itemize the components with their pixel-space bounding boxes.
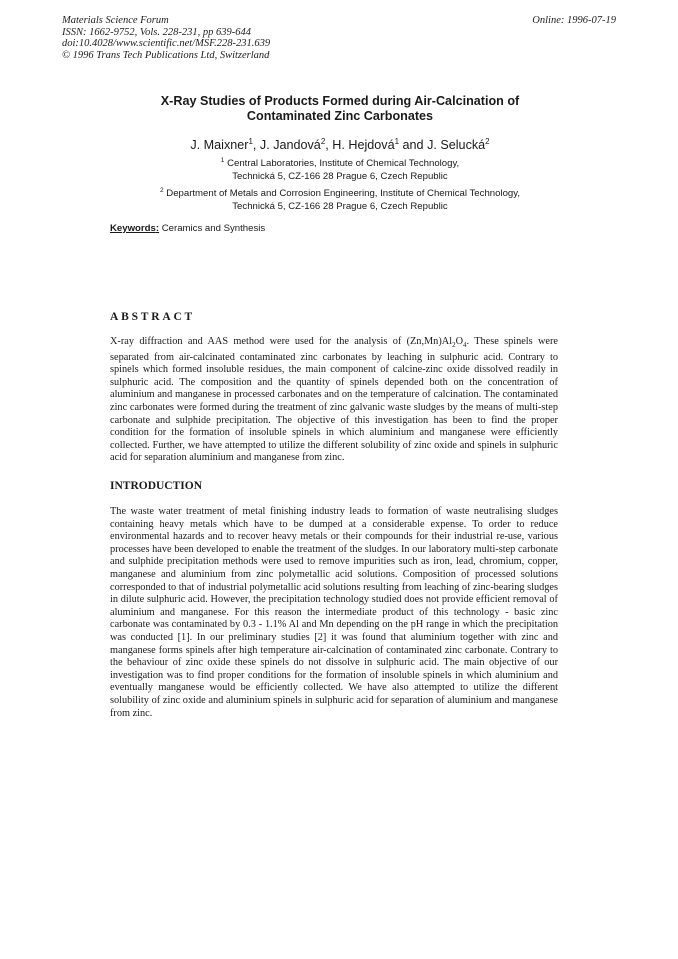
author-affiliation-mark: 2 <box>485 137 490 146</box>
online-date: Online: 1996-07-19 <box>532 15 616 26</box>
formula-subscript: 4 <box>463 341 467 350</box>
author-affiliation-mark: 1 <box>248 137 253 146</box>
title-line-1: X-Ray Studies of Products Formed during Air-Calcination of <box>160 94 520 108</box>
author-separator: , <box>325 138 333 153</box>
abstract-text-post: . These spinels were separated from air-calcinated contaminated zinc carbonates by leaching in sulphuric acid. Contrary to spinels which formed insoluble residues, the main component of calcine-zinc oxide dissolved readily in sulphuric acid. The composition and the quantity of spinels depended both on the concentration of aluminium and manganese in processed carbonates and on the temperature of calcination. The contaminated zinc carbonates were formed during the treatment of zinc galvanic waste sludges by the means of multi-step carbonate and sulphide precipitation. The objective of this investigation has been to find the proper condition for the formation of insoluble spinels in which aluminium and manganese were efficiently collected. Further, we have attempted to utilize the different solubility of zinc oxide and spinels in sulphuric acid for separation aluminium and manganese from zinc. <box>110 336 558 464</box>
affiliation-2 <box>100 185 580 213</box>
doi-line: doi:10.4028/www.scientific.net/MSF.228-231.639 <box>62 38 271 49</box>
affiliation-mark: 1 <box>220 157 225 164</box>
introduction-heading: INTRODUCTION <box>110 480 203 492</box>
author-list <box>110 134 570 153</box>
author-name: J. Maixner <box>190 138 249 153</box>
author-affiliation-mark: 1 <box>394 137 400 146</box>
paper-title <box>110 94 570 124</box>
issn-line: ISSN: 1662-9752, Vols. 228-231, pp 639-644 <box>62 26 251 38</box>
affiliation-line-2: Technická 5, CZ-166 28 Prague 6, Czech Republic <box>232 170 448 182</box>
keywords-colon: : <box>155 223 160 234</box>
author-name: J. Selucká <box>427 138 486 153</box>
author-affiliation-mark: 2 <box>320 137 326 146</box>
keywords-value: Ceramics and Synthesis <box>161 223 266 234</box>
author-name: J. Jandová <box>259 138 321 153</box>
abstract-text-pre: X-ray diffraction and AAS method were used for the analysis of (Zn,Mn)Al <box>110 336 453 347</box>
journal-name: Materials Science Forum <box>62 15 169 26</box>
author-separator: , <box>252 138 260 153</box>
affiliation-line-1: Central Laboratories, Institute of Chemical Technology, <box>227 158 460 170</box>
keywords <box>110 223 265 234</box>
formula-subscript: 2 <box>452 341 456 350</box>
copyright-line: © 1996 Trans Tech Publications Ltd, Switzerland <box>62 49 270 61</box>
publication-metadata <box>62 15 270 61</box>
affiliation-line-1: Department of Metals and Corrosion Engineering, Institute of Chemical Technology, <box>166 188 521 200</box>
affiliation-line-2: Technická 5, CZ-166 28 Prague 6, Czech Republic <box>232 200 448 212</box>
introduction-text: The waste water treatment of metal finishing industry leads to formation of waste neutralising sludges containing heavy metals which have to be dumped at a considerable expense. To order to reduce environmental hazards and to recover heavy metals or their compounds for their industrial re-use, various processes have been developed to enable the treatment of the sludges. In our laboratory multi-step carbonate and sulphide precipitation methods were used to remove impurities such as iron, lead, chromium, copper, manganese and aluminium from zinc polymetallic acid solutions. Composition of processed solutions corresponded to that of industrial polymetallic acid solutions resulting from leaching of zinc-bearing sludges in dilute sulphuric acid. However, the precipitation technology studied does not provide efficient removal of aluminium and manganese. For this reason the intermediate product of this technology - basic zinc carbonate was contaminated by 0.3 - 1.1% Al and Mn depending on the pH range in which the precipitation was conducted [1]. In our preliminary studies [2] it was found that aluminium together with zinc and manganese forms spinels after high temperature air-calcination of contaminated zinc carbonate. Contrary to the behaviour of zinc oxide these spinels do not dissolve in sulphuric acid. The main objective of our investigation was to find proper conditions for the formation of insoluble spinels in which aluminium and eventually manganese would be efficiently collected. We have also attempted to utilize the different solubility of zinc oxide and aluminium spinels in sulphuric acid for separation of aluminium and manganese from zinc. <box>110 506 558 719</box>
abstract-text-mid: O <box>455 336 463 347</box>
author-separator: and <box>399 138 428 153</box>
author-name: H. Hejdová <box>332 138 395 153</box>
abstract-heading: ABSTRACT <box>110 311 196 323</box>
title-line-2: Contaminated Zinc Carbonates <box>246 109 434 123</box>
keywords-label: Keywords <box>110 223 156 234</box>
affiliation-1 <box>100 155 580 183</box>
affiliation-mark: 2 <box>159 187 164 194</box>
abstract-text <box>110 336 558 465</box>
